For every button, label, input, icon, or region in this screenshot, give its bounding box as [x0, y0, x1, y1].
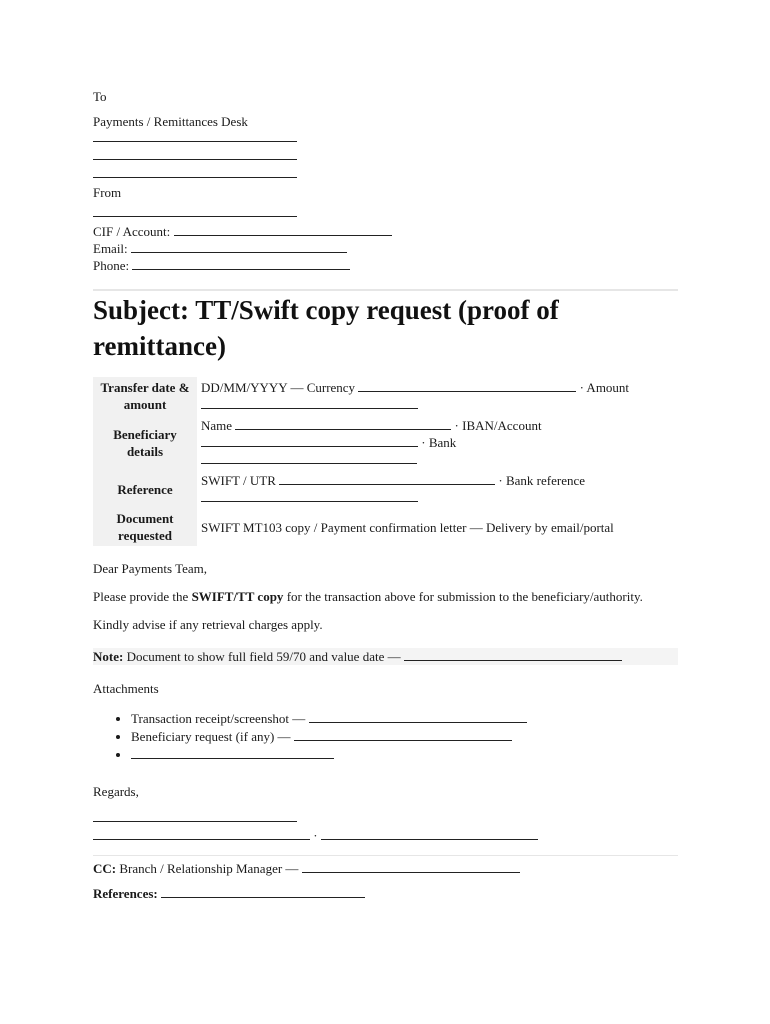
references-line [93, 885, 678, 902]
row-value: SWIFT MT103 copy / Payment confirmation letter — Delivery by email/portal [201, 519, 614, 535]
note-text: Document to show full field 59/70 and value date — [126, 649, 401, 664]
list-item [131, 746, 678, 764]
salutation: Dear Payments Team, [93, 561, 208, 576]
cc-label: CC: [93, 861, 117, 876]
row-value: Name · IBAN/Account · Bank [197, 415, 678, 470]
row-value: SWIFT / UTR · Bank reference [197, 470, 678, 508]
email-blank [131, 241, 347, 253]
signature-line [93, 810, 678, 828]
table-row [93, 377, 678, 415]
references-label: References: [93, 886, 158, 901]
row-value: DD/MM/YYYY — Currency · Amount [197, 377, 678, 415]
phone-field [93, 257, 678, 274]
address-line-2 [93, 148, 678, 166]
sender-name-line [93, 205, 678, 223]
cif-account-blank [174, 224, 392, 236]
letter-body [93, 88, 678, 902]
list-item: • Beneficiary request (if any) — [131, 728, 678, 746]
table-row [93, 470, 678, 508]
attachments-heading: Attachments [93, 681, 159, 696]
from-label: From [93, 185, 122, 200]
name-designation-line: · [93, 828, 678, 846]
address-line-1 [93, 130, 678, 148]
note-label: Note: [93, 649, 124, 664]
transfer-details-table [93, 377, 678, 546]
address-line-3 [93, 166, 678, 184]
note-box [93, 648, 678, 665]
row-label: Beneficiary details [93, 415, 197, 470]
request-emphasis: SWIFT/TT copy [191, 589, 284, 604]
cc-line: CC: Branch / Relationship Manager — [93, 860, 678, 877]
email-label: Email: [93, 241, 128, 256]
request-paragraph: Please provide the SWIFT/TT copy for the transaction above for submission to the beneficiary/authority. [93, 589, 643, 604]
phone-blank [132, 258, 350, 270]
cif-account-label: CIF / Account: [93, 224, 171, 239]
attachments-list [93, 710, 678, 764]
subject-heading: Subject: TT/Swift copy request (proof of remittance) [93, 295, 559, 361]
phone-label: Phone: [93, 258, 130, 273]
list-item: • Transaction receipt/screenshot — [131, 710, 678, 728]
table-row [93, 508, 678, 546]
regards: Regards, [93, 784, 139, 799]
recipient-name: Payments / Remittances Desk [93, 114, 248, 129]
charges-paragraph: Kindly advise if any retrieval charges apply. [93, 617, 323, 632]
to-label: To [93, 89, 107, 104]
table-row [93, 415, 678, 470]
cif-account-field [93, 223, 678, 240]
email-field [93, 240, 678, 257]
row-label: Document requested [93, 508, 197, 546]
row-label: Reference [93, 470, 197, 508]
row-label: Transfer date & amount [93, 377, 197, 415]
